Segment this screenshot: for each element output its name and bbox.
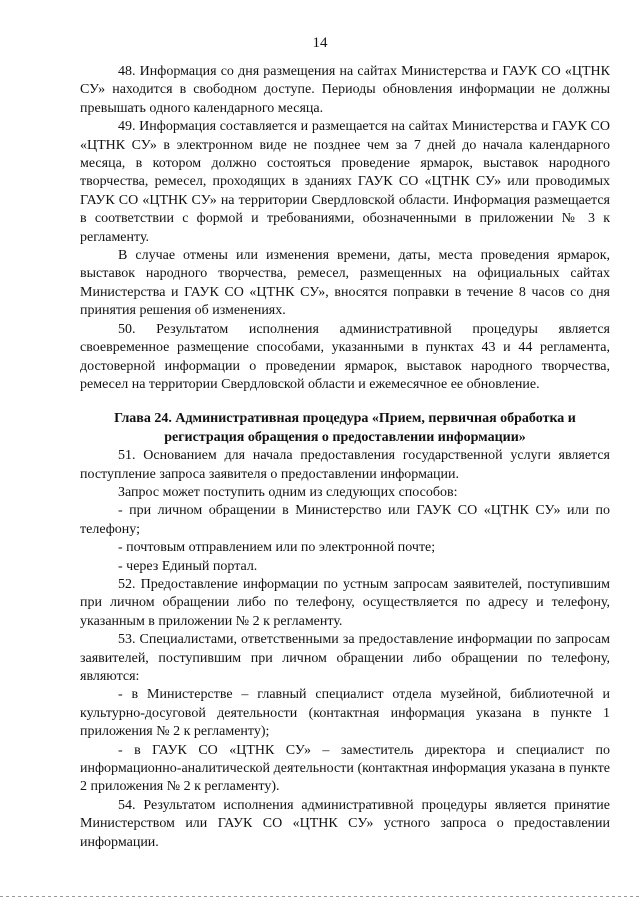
paragraph-49: 49. Информация составляется и размещается на сайтах Министерства и ГАУК СО «ЦТНК СУ» в электронном виде не позднее чем за 7 дней до начала календарного месяца, в котором должно состояться проведение ярмарок, выставок народного творчества, ремесел, проходящих в зданиях ГАУК СО «ЦТНК СУ» или проводимых ГАУК СО «ЦТНК СУ» на территории Свердловской области. Информация размещается в соответствии с формой и требованиями, обозначенными в приложении № 3 к регламенту. [80, 119, 610, 245]
paragraph-49-changes: В случае отмены или изменения времени, даты, места проведения ярмарок, выставок народного творчества, ремесел, размещенных на официальных сайтах Министерства и ГАУК СО «ЦТНК СУ», вносятся поправки в течение 8 часов со дня принятия решения об изменениях. [80, 248, 610, 319]
paragraph-53-gauk: - в ГАУК СО «ЦТНК СУ» – заместитель директора и специалист по информационно-аналитической деятельности (контактная информация указана в пункте 2 приложения № 2 к регламенту). [80, 742, 610, 795]
chapter-24-heading: Глава 24. Административная процедура «Прием, первичная обработка и регистрация обращения о предоставлении информации» [114, 411, 576, 445]
paragraph-51-method-portal: - через Единый портал. [118, 558, 258, 574]
paragraph-53-ministry: - в Министерстве – главный специалист отдела музейной, библиотечной и культурно-досуговой деятельности (контактная информация указана в пункте 1 приложения № 2 к регламенту); [80, 687, 610, 740]
paragraph-51: 51. Основанием для начала предоставления государственной услуги является поступление запроса заявителя о предоставлении информации. [80, 448, 610, 482]
page-number: 14 [312, 35, 328, 51]
paragraph-51-methods-intro: Запрос может поступить одним из следующих способов: [118, 484, 458, 500]
page-bottom-divider [0, 896, 640, 897]
paragraph-51-method-personal: - при личном обращении в Министерство или ГАУК СО «ЦТНК СУ» или по телефону; [80, 503, 610, 537]
document-body [80, 63, 610, 852]
paragraph-48: 48. Информация со дня размещения на сайтах Министерства и ГАУК СО «ЦТНК СУ» находится в свободном доступе. Периоды обновления информации не должны превышать одного календарного месяца. [80, 64, 610, 116]
paragraph-53: 53. Специалистами, ответственными за предоставление информации по запросам заявителей, поступившим при личном обращении либо обращении по телефону, являются: [80, 632, 610, 684]
paragraph-52: 52. Предоставление информации по устным запросам заявителей, поступившим при личном обращении либо по телефону, осуществляется по адресу и телефону, указанным в приложении № 2 к регламенту. [80, 576, 610, 629]
paragraph-51-method-mail: - почтовым отправлением или по электронной почте; [118, 540, 436, 556]
paragraph-50: 50. Результатом исполнения административной процедуры является своевременное размещение способами, указанными в пунктах 43 и 44 регламента, достоверной информации о проведении ярмарок, выставок народного творчества, ремесел на территории Свердловской области и ежемесячное ее обновление. [80, 321, 610, 392]
paragraph-54: 54. Результатом исполнения административной процедуры является принятие Министерством или ГАУК СО «ЦТНК СУ» устного запроса о предоставлении информации. [80, 797, 610, 850]
